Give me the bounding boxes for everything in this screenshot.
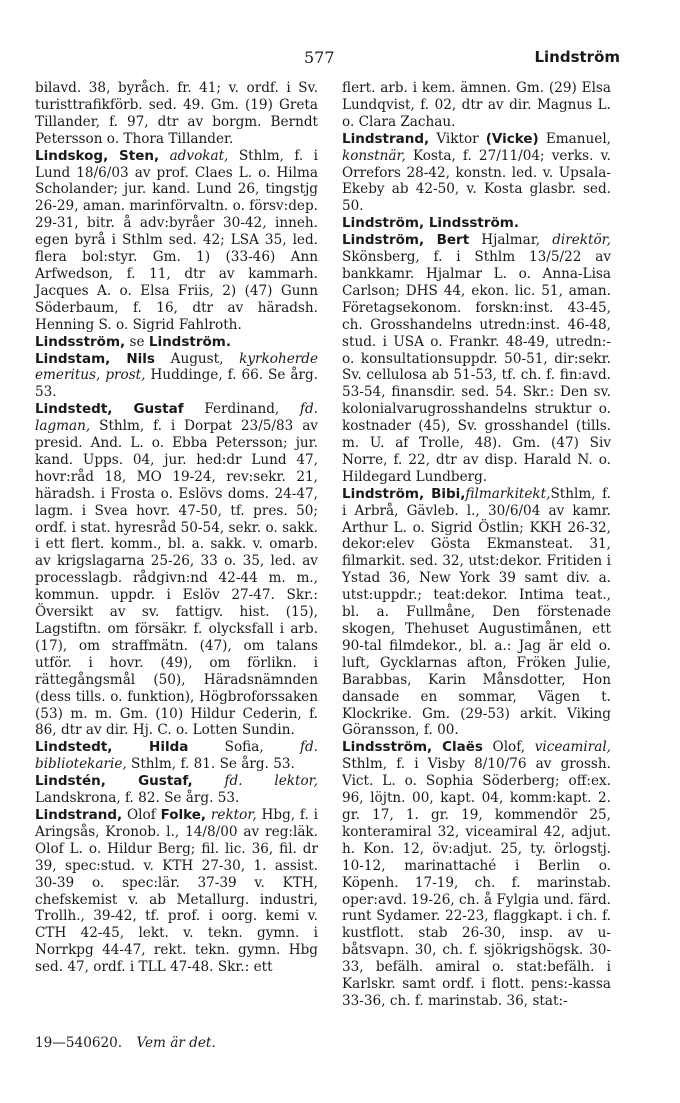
running-head: Lindström (534, 48, 620, 66)
entry-continuation: bilavd. 38, byråch. fr. 41; v. ordf. i Sv. turisttrafikförb. sed. 49. Gm. (19) Greta Tillander, f. 97, dtr av borgm. Berndt Petersson o. Thora Tillander. (35, 80, 318, 147)
entry-lindstrand-vicke: Lindstrand, Viktor (Vicke) Emanuel, konstnär, Kosta, f. 27/11/04; verks. v. Orrefors 28-42, konstn. led. v. Upsala-Ekeby ab 42-50, v. Kosta glasbr. sed. 50. (342, 130, 612, 215)
entry-lindstam: Lindstam, Nils August, kyrkoherde emeritus, prost, Huddinge, f. 66. Se årg. 53. (35, 350, 319, 401)
page-footer (35, 1035, 216, 1051)
entry-lindstedt-hilda: Lindstedt, Hilda Sofia, fd. bibliotekarie, Sthlm, f. 81. Se årg. 53. (35, 739, 318, 773)
right-column (342, 80, 611, 1010)
left-column (35, 80, 318, 976)
entry-lindsstrom-claes: Lindsström, Claës Olof, viceamiral, Sthlm, f. i Visby 8/10/76 av grossh. Vict. L. o. Sophia Söderberg; off:ex. 96, löjtn. 00, kapt. 04, komm:kapt. 2. gr. 17, 1. gr. 19, kommendör 25, konteramiral 32, viceamiral 42, adjut. h. Kon. 12, öv:adjut. 25, ty. örlogstj. 10-12, marinattaché i Berlin o. Köpenh. 17-19, ch. f. marinstab. oper:avd. 19-26, ch. å Fylgia und. färd. runt Sydamer. 22-23, flaggkapt. i ch. f. kustflott. stab 26-30, insp. av u-båtsvapn. 30, ch. f. sjökrigshögsk. 30-33, befälh. amiral o. stat:befälh. i Karlskr. samt ordf. i flott. pens:-kassa 33-36, ch. f. marinstab. 36, stat:- (342, 739, 611, 1009)
book-signature: Vem är det. (136, 1035, 216, 1051)
entry-lindsstrom-ref: Lindsström, se Lindström. (35, 333, 231, 350)
entry-continuation: flert. arb. i kem. ämnen. Gm. (29) Elsa Lundqvist, f. 02, dtr av dir. Magnus L. o. Clara Zachau. (342, 80, 611, 130)
entry-lindstrand-olof: Lindstrand, Olof Folke, rektor, Hbg, f. i Aringsås, Kronob. l., 14/8/00 av reg:läk. Olof L. o. Hildur Berg; fil. lic. 36, fil. dr 39, spec:stud. v. KTH 27-30, 1. assist. 30-39 o. spec:lär. 37-39 v. KTH, chefskemist v. ab Metallurg. industri, Trollh., 39-42, tf. prof. i oorg. kemi v. CTH 42-45, lekt. v. tekn. gymn. i Norrkpg 44-47, rekt. tekn. gymn. Hbg sed. 47, ordf. i TLL 47-48. Skr.: ett (35, 806, 318, 976)
print-code: 19—540620. (35, 1035, 123, 1051)
entry-lindstedt-gustaf: Lindstedt, Gustaf Ferdinand, fd. lagman, Sthlm, f. i Dorpat 23/5/83 av presid. And. L. o. Ebba Petersson; jur. kand. Upps. 04, jur. hed:dr Lund 47, hovr:råd 18, MO 19-24, rev:sekr. 21, häradsh. i Frosta o. Eslövs doms. 24-47, lagm. i Svea hovr. 47-50, tf. pres. 50; ordf. i stat. hyresråd 50-54, sekr. o. sakk. i ett flert. komm., bl. a. sakk. v. omarb. av krigslagarna 25-26, 33 o. 35, led. av processlagb. rådgivn:nd 42-44 m. m., kommun. uppdr. i Eslöv 27-47. Skr.: Översikt av sv. fattigv. hist. (15), Lagstiftn. om försäkr. f. olycksfall i arb. (17), om straffmätn. (47), om talans utför. i hovr. (49), om förlikn. i rättegångsmål (50), Häradsnämnden (dess tills. o. funktion), Högbroforssaken (53) m. m. Gm. (10) Hildur Cederin, f. 86, dtr av dir. Hj. C. o. Lotten Sundin. (35, 401, 318, 739)
entry-lindsten: Lindstén, Gustaf, fd. lektor, Landskrona, f. 82. Se årg. 53. (35, 773, 318, 807)
page-number: 577 (304, 48, 335, 67)
entry-lindstrom-ref: Lindström, Lindsström. (342, 215, 519, 232)
entry-lindstrom-bibi: Lindström, Bibi,filmarkitekt,Sthlm, f. i Arbrå, Gävleb. l., 30/6/04 av kamr. Arthur L. o. Sigrid Östlin; KKH 26-32, dekor:elev Gösta Ekmansteat. 31, filmarkit. sed. 32, utst:dekor. Fritiden i Ystad 36, New York 39 samt div. a. utst:uppdr.; teat:dekor. Intima teat., bl. a. Fullmåne, Den förstenade skogen, Thehuset Augustimånen, ett 90-tal filmdekor., bl. a.: Jag är eld o. luft, Gycklarnas afton, Fröken Julie, Barabbas, Karin Månsdotter, Hon dansade en sommar, Vägen t. Klockrike. Gm. (29-53) arkit. Viking Göransson, f. 00. (342, 485, 611, 739)
entry-lindstrom-bert: Lindström, Bert Hjalmar, direktör, Skönsberg, f. i Sthlm 13/5/22 av bankkamr. Hjalmar L. o. Anna-Lisa Carlson; DHS 44, ekon. lic. 51, aman. Företagsekonom. forskn:inst. 43-45, ch. Grosshandelns utredn:inst. 46-48, stud. i USA o. Frankr. 48-49, utredn:- o. konsultationsuppdr. 50-51, dir:sekr. Sv. cellulosa ab 51-53, tf. ch. f. fin:avd. 53-54, finansdir. sed. 54. Skr.: Den sv. kolonialvarugrosshandelns struktur o. kostnader (45), Sv. grosshandel (tills. m. U. af Trolle, 48). Gm. (47) Siv Norre, f. 22, dtr av disp. Harald N. o. Hildegard Lundberg. (342, 232, 611, 485)
page-header (0, 48, 680, 72)
entry-lindskog: Lindskog, Sten, advokat, Sthlm, f. i Lund 18/6/03 av prof. Claes L. o. Hilma Scholander; jur. kand. Lund 26, tingstjg 26-29, aman. marinförvaltn. o. försv:dep. 29-31, bitr. å adv:byråer 30-42, inneh. egen byrå i Sthlm sed. 42; LSA 35, led. flera bol:styr. Gm. 1) (33-46) Ann Arfwedson, f. 11, dtr av kammarh. Jacques A. o. Elsa Friis, 2) (47) Gunn Söderbaum, f. 16, dtr av häradsh. Henning S. o. Sigrid Fahlroth. (35, 147, 319, 333)
